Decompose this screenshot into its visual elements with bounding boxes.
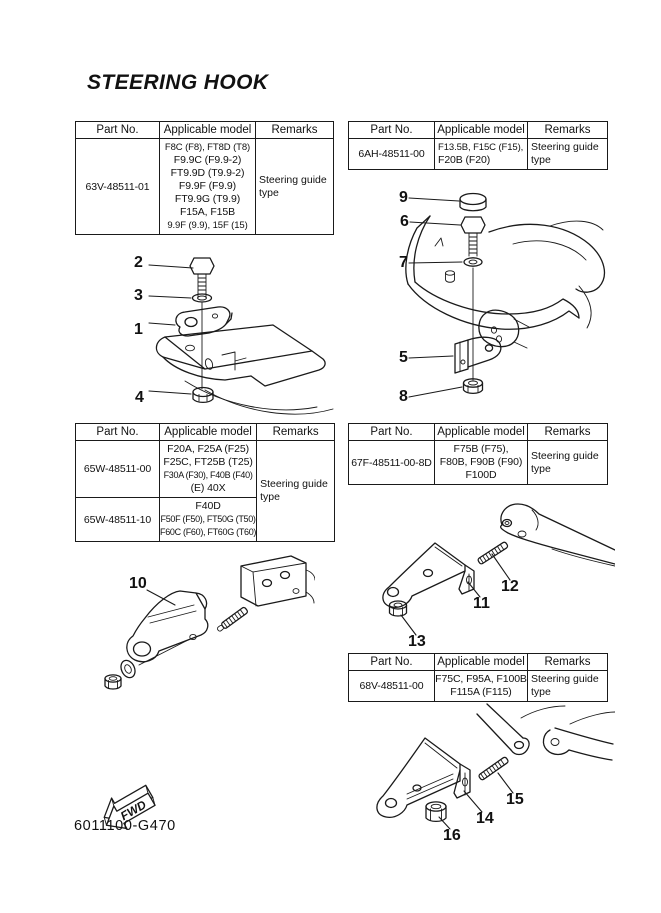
- col-header-remarks: Remarks: [528, 654, 608, 671]
- models-cell: [435, 441, 528, 485]
- col-header-applicable-model: Applicable model: [435, 424, 528, 441]
- col-header-part-no: Part No.: [349, 122, 435, 139]
- leader-lines: [401, 554, 510, 635]
- col-header-remarks: Remarks: [528, 424, 608, 441]
- callout-10: 10: [129, 575, 147, 592]
- model-line: F25C, FT25B (T25): [163, 456, 253, 468]
- parts-table-68v: [348, 653, 608, 702]
- models-cell: [160, 441, 257, 498]
- col-header-remarks: Remarks: [256, 122, 334, 139]
- steering-bracket-drawing: [406, 216, 605, 348]
- part-no-cell: 6AH-48511-00: [349, 139, 435, 170]
- bolt-drawing: [461, 217, 485, 256]
- hook-bracket-drawing: [377, 738, 470, 817]
- parts-table-63v: [75, 121, 334, 235]
- leader-lines: [149, 265, 193, 394]
- nut-drawing: [390, 601, 407, 616]
- table-row: [76, 139, 334, 235]
- model-line: F30A (F30), F40B (F40): [163, 470, 253, 480]
- footer-page-code: 6011100-G470: [74, 818, 176, 834]
- callout-11: 11: [473, 595, 490, 612]
- fwd-label: FWD: [117, 797, 149, 824]
- remarks-cell: Steering guide type: [256, 139, 334, 235]
- model-line: F50F (F50), FT50G (T50): [160, 514, 256, 524]
- header-row: [349, 122, 608, 139]
- leader-line: [147, 590, 175, 605]
- swivel-bracket-drawing: [156, 325, 333, 414]
- mount-block-drawing: [241, 556, 315, 606]
- table-row: [76, 441, 335, 498]
- remarks-cell: Steering guide type: [528, 671, 608, 702]
- col-header-part-no: Part No.: [349, 654, 435, 671]
- threaded-stud-drawing: [477, 541, 508, 564]
- model-line: F75B (F75),: [453, 443, 509, 455]
- model-line: F20A, F25A (F25): [167, 443, 249, 455]
- callout-1: 1: [134, 321, 143, 338]
- col-header-applicable-model: Applicable model: [435, 122, 528, 139]
- parts-table-67f: [348, 423, 608, 485]
- col-header-remarks: Remarks: [528, 122, 608, 139]
- col-header-applicable-model: Applicable model: [435, 654, 528, 671]
- model-line: F8C (F8), FT8D (T8): [164, 142, 251, 153]
- model-line: F100D: [465, 469, 497, 481]
- callout-15: 15: [506, 791, 524, 808]
- callout-5: 5: [399, 349, 408, 366]
- callout-2: 2: [134, 254, 143, 271]
- callout-6: 6: [400, 213, 409, 230]
- washer-drawing: [193, 294, 212, 302]
- model-line: F40D: [195, 500, 221, 512]
- table-row: [349, 441, 608, 485]
- header-row: [349, 424, 608, 441]
- col-header-part-no: Part No.: [349, 424, 435, 441]
- model-line: F15A, F15B: [179, 206, 236, 218]
- callout-12: 12: [501, 578, 519, 595]
- callout-7: 7: [399, 254, 408, 271]
- part-no-cell: 65W-48511-00: [76, 441, 160, 498]
- bolt-drawing: [190, 258, 214, 298]
- col-header-part-no: Part No.: [76, 122, 160, 139]
- cap-drawing: [460, 194, 486, 211]
- nut-drawing: [464, 379, 483, 394]
- model-line: FT9.9G (T9.9): [174, 193, 241, 205]
- col-header-applicable-model: Applicable model: [160, 122, 256, 139]
- diagram-steering-hook-6ah: [393, 186, 618, 411]
- callout-13: 13: [408, 633, 426, 650]
- remarks-cell: Steering guide type: [528, 441, 608, 485]
- part-no-cell: 63V-48511-01: [76, 139, 160, 235]
- model-line: F75C, F95A, F100B: [435, 673, 527, 685]
- remarks-cell: Steering guide type: [257, 441, 335, 542]
- models-cell: [435, 139, 528, 170]
- parts-table-65w: [75, 423, 335, 542]
- hook-plate-drawing: [176, 307, 232, 336]
- table-row: [349, 139, 608, 170]
- model-line: F115A (F115): [450, 686, 512, 698]
- threaded-stud-drawing: [478, 756, 509, 780]
- hook-bracket-drawing: [127, 591, 208, 662]
- steering-link-drawing: [477, 704, 615, 760]
- page-title: STEERING HOOK: [87, 71, 269, 94]
- hook-bracket-drawing: [455, 337, 501, 373]
- table-row: [349, 671, 608, 702]
- callout-9: 9: [399, 189, 408, 206]
- hook-bracket-drawing: [383, 543, 474, 607]
- model-line: F20B (F20): [438, 154, 491, 166]
- callout-4: 4: [135, 389, 144, 406]
- model-line: F60C (F60), FT60G (T60): [160, 527, 257, 537]
- model-line: F80B, F90B (F90): [439, 456, 523, 468]
- callout-16: 16: [443, 827, 461, 844]
- header-row: [76, 122, 334, 139]
- models-cell: [160, 139, 256, 235]
- part-no-cell: 68V-48511-00: [349, 671, 435, 702]
- model-line: F9.9F (F9.9): [178, 180, 237, 192]
- remarks-cell: Steering guide type: [528, 139, 608, 170]
- models-cell: [160, 498, 257, 542]
- steering-arm-drawing: [501, 504, 615, 566]
- part-no-cell: 65W-48511-10: [76, 498, 160, 542]
- washer-drawing: [464, 258, 482, 266]
- part-no-cell: 67F-48511-00-8D: [349, 441, 435, 485]
- model-line: F9.9C (F9.9-2): [173, 154, 242, 166]
- callout-3: 3: [134, 287, 143, 304]
- col-header-part-no: Part No.: [76, 424, 160, 441]
- nut-drawing: [426, 802, 446, 821]
- models-cell: [435, 671, 528, 702]
- model-line: F13.5B, F15C (F15),: [438, 142, 524, 153]
- model-line: 9.9F (9.9), 15F (15): [167, 220, 248, 231]
- diagram-steering-hook-68v: [365, 698, 615, 860]
- threaded-stud-drawing: [216, 607, 248, 633]
- nut-drawing: [105, 675, 121, 689]
- nut-drawing: [193, 388, 213, 403]
- diagram-steering-hook-65w: [95, 550, 315, 695]
- parts-table-6ah: [348, 121, 608, 170]
- model-line: (E) 40X: [190, 482, 226, 494]
- col-header-remarks: Remarks: [257, 424, 335, 441]
- model-line: FT9.9D (T9.9-2): [170, 167, 245, 179]
- callout-14: 14: [476, 810, 494, 827]
- washer-drawing: [118, 658, 137, 680]
- col-header-applicable-model: Applicable model: [160, 424, 257, 441]
- callout-8: 8: [399, 388, 408, 405]
